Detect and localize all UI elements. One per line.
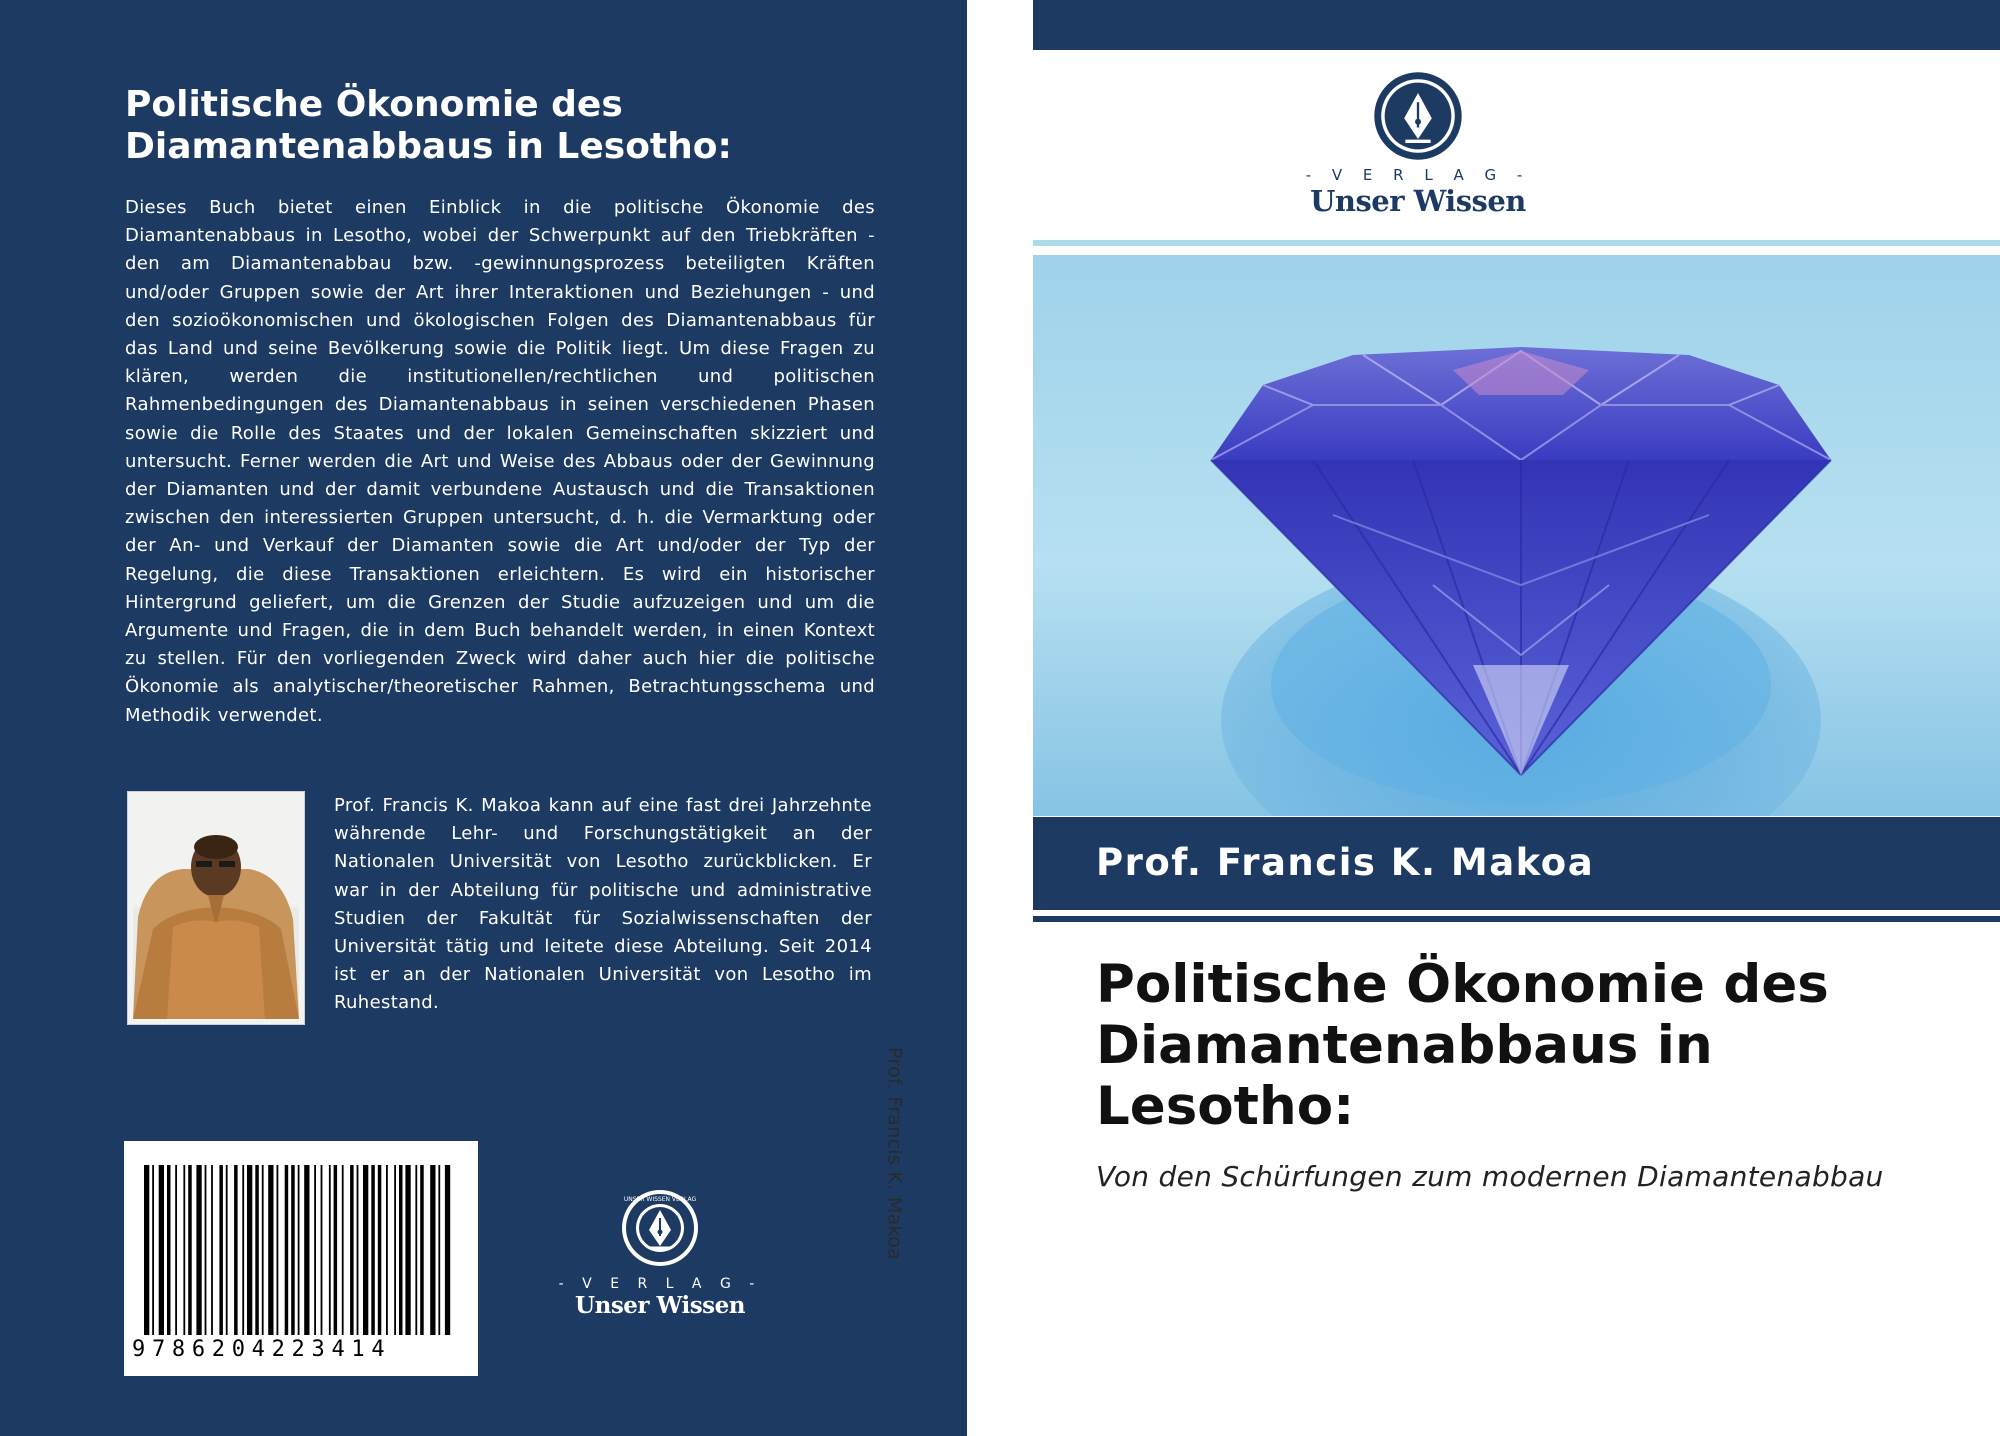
logo-ring-text: UNSER WISSEN VERLAG (623, 1196, 697, 1203)
front-top-bar (1033, 0, 2000, 50)
barcode-bar (386, 1165, 388, 1335)
front-author-name: Prof. Francis K. Makoa (1096, 841, 1595, 884)
back-cover-blurb: Dieses Buch bietet einen Einblick in die politische Ökonomie des Diamantenabbaus in Lesotho, wobei der Schwerpunkt auf den Triebkräften - den am Diamantenabbau bzw. -gewinnungsprozess beteiligten Kräften und/oder Gruppen sowie der Art ihrer Interaktionen und Beziehungen - und den sozioökonomischen und ökologischen Folgen des Diamantenabbaus für das Land und seine Bevölkerung sowie die Politik liegt. Um diese Fragen zu klären, werden die institutionellen/rechtlichen und politischen Rahmenbedingungen des Diamantenabbaus in seinen verschiedenen Phasen sowie die Rolle des Staates und der lokalen Gemeinschaften skizziert und untersucht. Ferner werden die Art und Weise des Abbaus oder der Gewinnung der Diamanten und der damit verbundene Austausch und die Transaktionen zwischen den interessierten Gruppen untersucht, d. h. die Vermarktung oder der An- und Verkauf der Diamanten sowie die Art und/oder der Typ der Regelung, die diese Transaktionen erleichtern. Es wird ein historischer Hintergrund geliefert, um die Grenzen der Studie aufzuzeigen und um die Argumente und Fragen, die in dem Buch behandelt werden, in einen Kontext zu stellen. Für den vorliegenden Zweck wird daher auch hier die politische Ökonomie als analytischer/theoretischer Rahmen, Betrachtungsschema und Methodik verwendet. (125, 197, 875, 726)
logo-verlag-label: - V E R L A G - (558, 1276, 762, 1292)
barcode-bar (152, 1165, 154, 1335)
barcode-bar (188, 1165, 192, 1335)
light-blue-divider (1033, 240, 2000, 246)
spine-author: Prof. Francis K. Makoa (883, 1047, 906, 1261)
navy-divider (1033, 916, 2000, 922)
barcode-bar (304, 1165, 309, 1335)
front-cover-title: Politische Ökonomie des Diamantenabbaus in Lesotho: (1096, 954, 1829, 1137)
barcode-bar (342, 1165, 344, 1335)
barcode-bar (394, 1165, 396, 1335)
barcode-bar (167, 1165, 171, 1335)
fountain-pen-nib-icon (620, 1188, 700, 1268)
front-cover-subtitle: Von den Schürfungen zum modernen Diamantenabbau (1096, 1160, 1884, 1193)
barcode-bar (415, 1165, 417, 1335)
barcode-bar (438, 1165, 440, 1335)
barcode-bar (175, 1165, 177, 1335)
back-publisher-logo (540, 1188, 780, 1318)
back-cover (0, 0, 967, 1436)
barcode-bar (399, 1165, 403, 1335)
logo-publisher-name: Unser Wissen (1310, 184, 1526, 218)
barcode-bar (291, 1165, 295, 1335)
barcode-bar (196, 1165, 201, 1335)
barcode-bar (219, 1165, 223, 1335)
fountain-pen-nib-icon (1372, 70, 1464, 162)
barcode-bar (268, 1165, 273, 1335)
author-photo (127, 791, 305, 1025)
diamond-illustration (1033, 255, 2000, 816)
barcode-bar (420, 1165, 424, 1335)
barcode-bar (262, 1165, 264, 1335)
logo-publisher-name: Unser Wissen (575, 1292, 745, 1319)
logo-verlag-label: - V E R L A G - (1305, 166, 1531, 184)
barcode-bar (334, 1165, 338, 1335)
barcode-bars (144, 1165, 456, 1335)
isbn-digits: 9786204223414 (132, 1337, 392, 1362)
author-band (1033, 817, 2000, 910)
barcode-bar (211, 1165, 213, 1335)
barcode-bar (242, 1165, 244, 1335)
barcode-bar (357, 1165, 359, 1335)
barcode-bar (321, 1165, 323, 1335)
barcode-bar (159, 1165, 164, 1335)
barcode-bar (405, 1165, 410, 1335)
front-cover (1033, 0, 2000, 1436)
front-publisher-logo (1293, 70, 1543, 218)
author-portrait-image (133, 797, 299, 1019)
barcode-bar (298, 1165, 300, 1335)
spine (883, 0, 1033, 1436)
barcode-bar (255, 1165, 258, 1335)
barcode-bar (314, 1165, 316, 1335)
barcode-bar (226, 1165, 228, 1335)
barcode-bar (329, 1165, 331, 1335)
barcode-bar (445, 1165, 450, 1335)
barcode-bar (205, 1165, 207, 1335)
barcode-bar (277, 1165, 279, 1335)
barcode-bar (144, 1165, 149, 1335)
back-cover-title: Politische Ökonomie des Diamantenabbaus in Lesotho: (125, 84, 732, 167)
barcode-bar (350, 1165, 354, 1335)
barcode-bar (247, 1165, 252, 1335)
barcode-bar (371, 1165, 375, 1335)
barcode-bar (285, 1165, 289, 1335)
barcode-bar (363, 1165, 368, 1335)
barcode-bar (234, 1165, 238, 1335)
barcode-bar (378, 1165, 382, 1335)
author-bio: Prof. Francis K. Makoa kann auf eine fast drei Jahrzehnte währende Lehr- und Forschungstätigkeit an der Nationalen Universität von Lesotho zurückblicken. Er war in der Abteilung für politische und administrative Studien der Fakultät für Sozialwissenschaften der Universität tätig und leitete diese Abteilung. Seit 2014 ist er an der Nationalen Universität von Lesotho im Ruhestand. (334, 795, 872, 1014)
barcode-bar (430, 1165, 435, 1335)
blue-diamond-photo (1033, 255, 2000, 816)
barcode-bar (183, 1165, 185, 1335)
isbn-barcode (124, 1141, 478, 1376)
